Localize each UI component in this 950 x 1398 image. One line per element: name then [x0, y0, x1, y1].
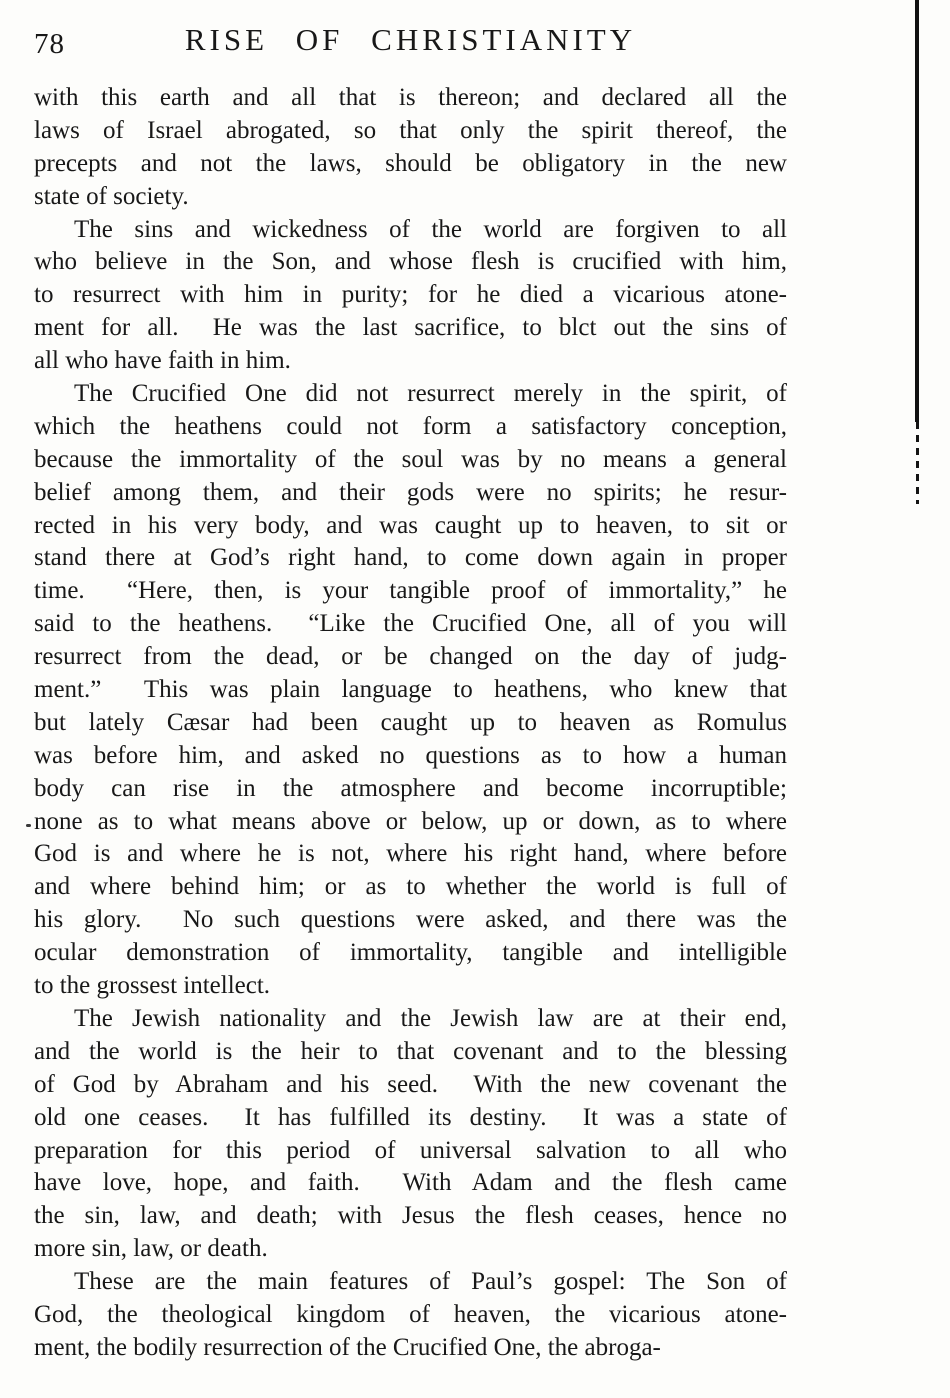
text-line: the sin, law, and death; with Jesus the flesh ceases, hence no [34, 1202, 787, 1230]
paragraph [34, 1266, 787, 1365]
text-line: The Jewish nationality and the Jewish law are at their end, [74, 1004, 787, 1032]
text-line: more sin, law, or death. [34, 1235, 268, 1263]
text-line: The Crucified One did not resurrect merely in the spirit, of [74, 380, 787, 408]
text-line: precepts and not the laws, should be obligatory in the new [34, 149, 787, 177]
scan-edge-line [915, 0, 919, 422]
text-line: his glory. No such questions were asked, and there was the [34, 906, 787, 934]
scan-speck [26, 824, 31, 827]
paragraph [34, 1003, 787, 1266]
text-line: but lately Cæsar had been caught up to heaven as Romulus [34, 708, 787, 736]
text-line: which the heathens could not form a satisfactory conception, [34, 412, 787, 440]
text-line: belief among them, and their gods were no spirits; he resur- [34, 478, 787, 506]
text-line: God is and where he is not, where his right hand, where before [34, 840, 787, 868]
text-line: all who have faith in him. [34, 347, 291, 375]
text-line: and where behind him; or as to whether the world is full of [34, 873, 787, 901]
text-line: These are the main features of Paul’s gospel: The Son of [74, 1268, 787, 1296]
text-line: rected in his very body, and was caught up to heaven, to sit or [34, 511, 787, 539]
page-text [34, 82, 787, 1365]
text-line: and the world is the heir to that covenant and to the blessing [34, 1037, 787, 1065]
paragraph [34, 82, 787, 214]
text-line: have love, hope, and faith. With Adam and the flesh came [34, 1169, 787, 1197]
text-line: of God by Abraham and his seed. With the new covenant the [34, 1070, 787, 1098]
paragraph [34, 378, 787, 1003]
text-line: preparation for this period of universal salvation to all who [34, 1136, 787, 1164]
text-line: was before him, and asked no questions as to how a human [34, 741, 787, 769]
text-line: God, the theological kingdom of heaven, the vicarious atone- [34, 1300, 787, 1328]
text-line: old one ceases. It has fulfilled its destiny. It was a state of [34, 1103, 787, 1131]
text-line: ocular demonstration of immortality, tangible and intelligible [34, 939, 787, 967]
scan-edge-line-dashed [916, 422, 919, 504]
text-line: to resurrect with him in purity; for he died a vicarious atone- [34, 281, 787, 309]
text-line: none as to what means above or below, up or down, as to where [34, 807, 787, 835]
text-line: to the grossest intellect. [34, 972, 271, 1000]
text-line: ment for all. He was the last sacrifice, to blct out the sins of [34, 314, 787, 342]
running-head: RISE OF CHRISTIANITY [184, 22, 637, 57]
text-line: time. “Here, then, is your tangible proof of immortality,” he [34, 577, 787, 605]
page-number: 78 [34, 28, 65, 60]
text-line: with this earth and all that is thereon; and declared all the [34, 84, 787, 111]
text-line: because the immortality of the soul was by no means a general [34, 445, 787, 473]
text-line: stand there at God’s right hand, to come down again in proper [34, 544, 787, 572]
text-line: said to the heathens. “Like the Crucified One, all of you will [34, 610, 787, 638]
paragraph [34, 214, 787, 378]
text-line: state of society. [34, 182, 189, 210]
text-line: ment.” This was plain language to heathens, who knew that [34, 676, 787, 704]
page-header [34, 22, 787, 64]
text-line: who believe in the Son, and whose flesh is crucified with him, [34, 248, 787, 276]
text-line: ment, the bodily resurrection of the Crucified One, the abroga- [34, 1333, 661, 1361]
text-line: resurrect from the dead, or be changed on the day of judg- [34, 643, 787, 671]
text-line: The sins and wickedness of the world are forgiven to all [74, 215, 787, 243]
text-line: body can rise in the atmosphere and become incorruptible; [34, 774, 787, 802]
text-line: laws of Israel abrogated, so that only the spirit thereof, the [34, 116, 787, 144]
